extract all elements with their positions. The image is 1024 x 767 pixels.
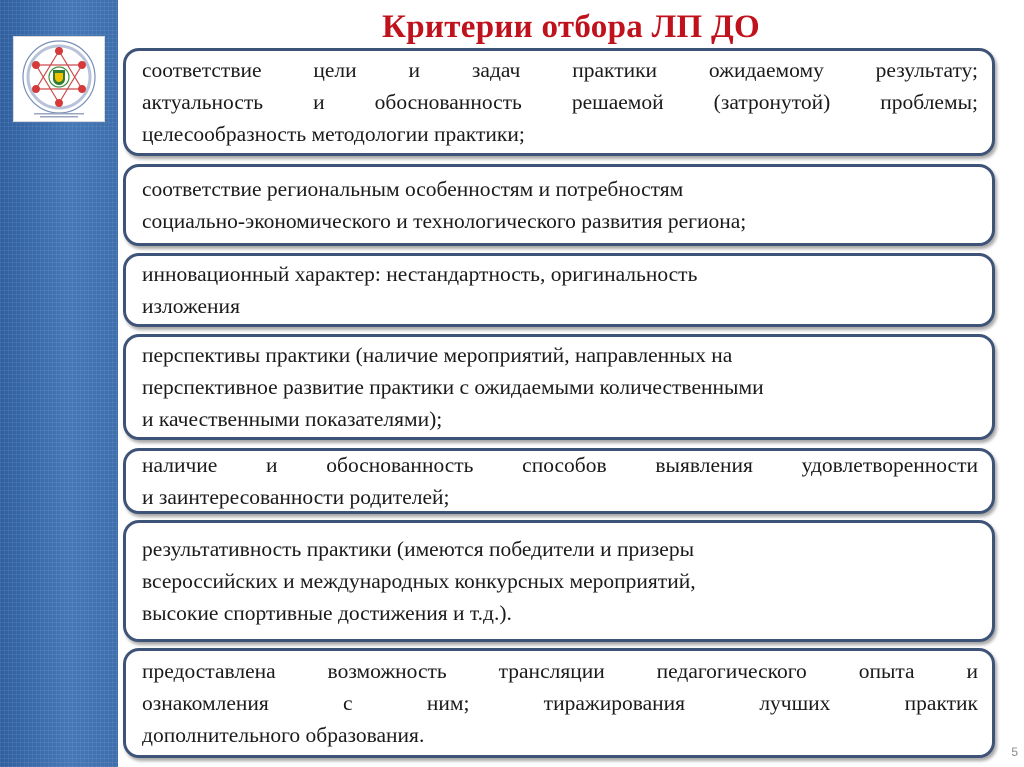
criterion-line: инновационный характер: нестандартность, оригинальность bbox=[142, 262, 698, 286]
criterion-box-1 bbox=[123, 48, 995, 156]
criterion-line: перспективное развитие практики с ожидаемыми количественными bbox=[142, 375, 764, 399]
criterion-line: актуальность и обоснованность решаемой (затронутой) проблемы; bbox=[142, 90, 978, 114]
criterion-box-3 bbox=[123, 253, 995, 327]
criterion-box-4 bbox=[123, 334, 995, 440]
criterion-line: и качественными показателями); bbox=[142, 407, 443, 431]
criterion-box-6 bbox=[123, 520, 995, 642]
criterion-line: наличие и обоснованность способов выявления удовлетворенности bbox=[142, 453, 978, 477]
criterion-line: всероссийских и международных конкурсных мероприятий, bbox=[142, 569, 696, 593]
criterion-line: целесообразность методологии практики; bbox=[142, 122, 525, 146]
criterion-line: ознакомления с ним; тиражирования лучших практик bbox=[142, 691, 978, 715]
criterion-line: изложения bbox=[142, 294, 240, 318]
emblem-icon bbox=[14, 37, 104, 121]
criterion-line: предоставлена возможность трансляции педагогического опыта и bbox=[142, 659, 978, 683]
criterion-line: высокие спортивные достижения и т.д.). bbox=[142, 601, 512, 625]
criterion-line: дополнительного образования. bbox=[142, 723, 425, 747]
page-number: 5 bbox=[1011, 745, 1018, 759]
criterion-line: соответствие цели и задач практики ожидаемому результату; bbox=[142, 58, 978, 82]
criterion-box-5 bbox=[123, 448, 995, 514]
criterion-box-2 bbox=[123, 164, 995, 246]
organization-logo bbox=[13, 36, 105, 122]
criterion-line: и заинтересованности родителей; bbox=[142, 485, 450, 509]
criterion-box-7 bbox=[123, 648, 995, 758]
criterion-line: результативность практики (имеются победители и призеры bbox=[142, 537, 695, 561]
criterion-line: социально-экономического и технологического развития региона; bbox=[142, 209, 747, 233]
criterion-line: перспективы практики (наличие мероприятий, направленных на bbox=[142, 343, 733, 367]
criterion-line: соответствие региональным особенностям и потребностям bbox=[142, 177, 684, 201]
slide-title: Критерии отбора ЛП ДО bbox=[382, 9, 760, 45]
